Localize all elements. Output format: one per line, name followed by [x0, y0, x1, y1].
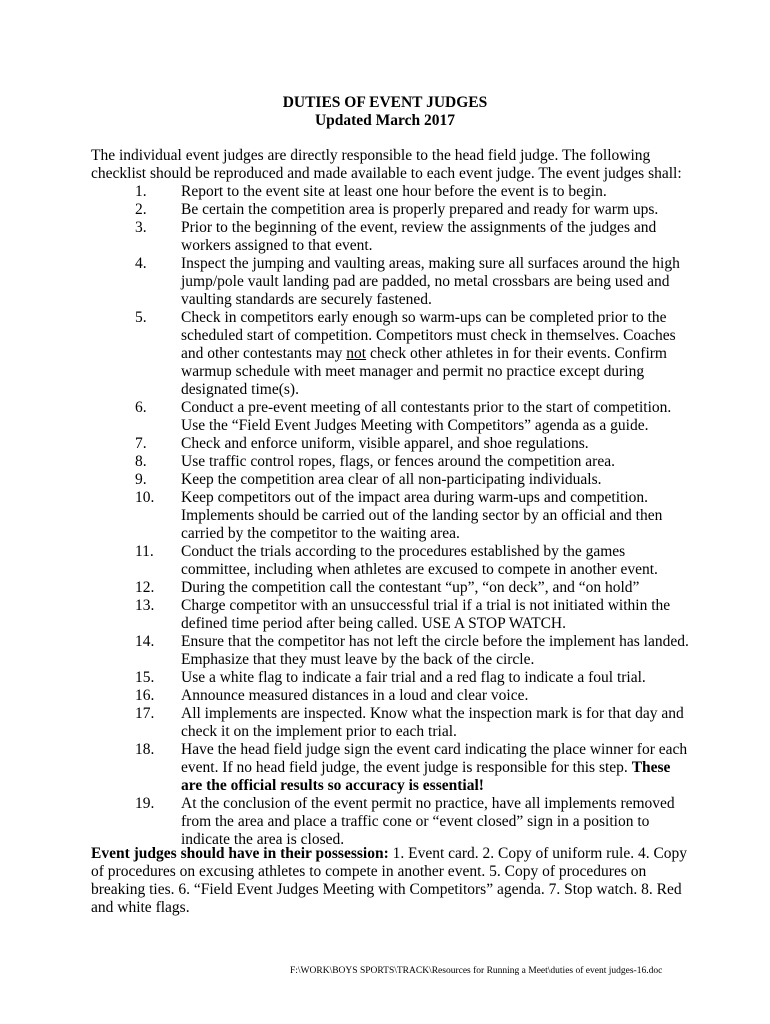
item-number: 11. — [135, 543, 154, 560]
list-item — [91, 741, 691, 795]
item-text-main: Keep competitors out of the impact area during warm-ups and competition. Implements should be carried out of the landing sector by an official and then carried by the competitor to the waiting area. — [181, 489, 663, 542]
item-text — [181, 741, 691, 795]
item-text-main: Announce measured distances in a loud and clear voice. — [181, 687, 529, 704]
list-item — [91, 201, 691, 219]
list-item — [91, 489, 691, 543]
list-item — [91, 669, 691, 687]
item-text — [181, 255, 691, 309]
document-title: DUTIES OF EVENT JUDGES — [282, 94, 488, 111]
list-item — [91, 435, 691, 453]
item-text-continued: check other athletes in for their events. Confirm warmup schedule with meet manager and permit no practice except during designated time(s). — [181, 345, 667, 398]
item-text-main: Conduct the trials according to the procedures established by the games committee, including when athletes are excused to compete in another event. — [181, 543, 658, 578]
item-number: 9. — [135, 471, 147, 488]
item-number: 6. — [135, 399, 147, 416]
closing-paragraph — [91, 845, 691, 917]
item-number: 7. — [135, 435, 147, 452]
item-text — [181, 543, 691, 579]
item-text — [181, 489, 691, 543]
item-text-main: At the conclusion of the event permit no practice, have all implements removed from the area and place a traffic cone or “event closed” sign in a position to indicate the area is closed. — [181, 795, 675, 848]
item-text-main: Keep the competition area clear of all non-participating individuals. — [181, 471, 602, 488]
item-text-underlined: not — [346, 345, 367, 362]
item-text-main: Have the head field judge sign the event card indicating the place winner for each event. If no head field judge, the event judge is responsible for this step. — [181, 741, 688, 776]
item-text-main: Ensure that the competitor has not left the circle before the implement has landed. Emphasize that they must leave by the back of the circle. — [181, 633, 689, 668]
item-number: 14. — [135, 633, 155, 650]
document-subtitle: Updated March 2017 — [314, 112, 456, 129]
item-text-main: Charge competitor with an unsuccessful trial if a trial is not initiated within the defined time period after being called. USE A STOP WATCH. — [181, 597, 671, 632]
list-item — [91, 597, 691, 633]
item-text — [181, 705, 691, 741]
item-number: 1. — [135, 183, 147, 200]
item-number: 10. — [135, 489, 155, 506]
item-number: 2. — [135, 201, 147, 218]
item-text-main: Check and enforce uniform, visible apparel, and shoe regulations. — [181, 435, 589, 452]
list-item — [91, 471, 691, 489]
list-item — [91, 579, 691, 597]
item-number: 13. — [135, 597, 155, 614]
item-text — [181, 579, 691, 597]
item-text — [181, 435, 691, 453]
item-number: 17. — [135, 705, 155, 722]
item-text — [181, 633, 691, 669]
item-text — [181, 399, 691, 435]
item-text-main: Check in competitors early enough so warm-ups can be completed prior to the scheduled start of competition. Competitors must check in themselves. Coaches and other contestants may — [181, 309, 676, 362]
item-number: 12. — [135, 579, 155, 596]
item-number: 16. — [135, 687, 155, 704]
list-item — [91, 399, 691, 435]
closing-text: 1. Event card. 2. Copy of uniform rule. 4. Copy of procedures on excusing athletes to compete in another event. 5. Copy of procedures on breaking ties. 6. “Field Event Judges Meeting with Competitors” agenda. 7. Stop watch. 8. Red and white flags. — [91, 845, 688, 916]
item-number: 4. — [135, 255, 147, 272]
list-item — [91, 183, 691, 201]
item-text-main: Inspect the jumping and vaulting areas, making sure all surfaces around the high jump/pole vault landing pad are padded, no metal crossbars are being used and vaulting standards are securely fastened. — [181, 255, 680, 308]
list-item — [91, 633, 691, 669]
item-text-main: Report to the event site at least one hour before the event is to begin. — [181, 183, 607, 200]
item-text-main: Prior to the beginning of the event, review the assignments of the judges and workers assigned to that event. — [181, 219, 657, 254]
item-text — [181, 201, 691, 219]
item-text-main: Use traffic control ropes, flags, or fences around the competition area. — [181, 453, 615, 470]
item-text-main: All implements are inspected. Know what the inspection mark is for that day and check it on the implement prior to each trial. — [181, 705, 684, 740]
list-item — [91, 705, 691, 741]
item-text — [181, 183, 691, 201]
item-text-main: Be certain the competition area is properly prepared and ready for warm ups. — [181, 201, 659, 218]
item-text — [181, 453, 691, 471]
list-item — [91, 309, 691, 399]
list-item — [91, 687, 691, 705]
item-number: 15. — [135, 669, 155, 686]
list-item — [91, 543, 691, 579]
file-path-footer: F:\WORK\BOYS SPORTS\TRACK\Resources for Running a Meet\duties of event judges-16.doc — [290, 966, 663, 976]
item-text — [181, 687, 691, 705]
item-text-main: During the competition call the contestant “up”, “on deck”, and “on hold” — [181, 579, 640, 596]
duties-list — [91, 183, 691, 849]
list-item — [91, 453, 691, 471]
item-text — [181, 795, 691, 849]
item-number: 3. — [135, 219, 147, 236]
item-text — [181, 309, 691, 399]
item-number: 8. — [135, 453, 147, 470]
item-text — [181, 669, 691, 687]
item-text-bold: These are the official results so accuracy is essential! — [181, 759, 671, 794]
item-number: 18. — [135, 741, 155, 758]
item-text-main: Conduct a pre-event meeting of all contestants prior to the start of competition. Use the “Field Event Judges Meeting with Competitors” agenda as a guide. — [181, 399, 672, 434]
item-text — [181, 597, 691, 633]
item-number: 5. — [135, 309, 147, 326]
closing-label: Event judges should have in their possession: — [91, 845, 389, 862]
item-text — [181, 471, 691, 489]
list-item — [91, 255, 691, 309]
list-item — [91, 219, 691, 255]
list-item — [91, 795, 691, 849]
item-number: 19. — [135, 795, 155, 812]
item-text-main: Use a white flag to indicate a fair trial and a red flag to indicate a foul trial. — [181, 669, 646, 686]
intro-paragraph: The individual event judges are directly responsible to the head field judge. The following checklist should be reproduced and made available to each event judge. The event judges shall: — [91, 147, 682, 182]
item-text — [181, 219, 691, 255]
